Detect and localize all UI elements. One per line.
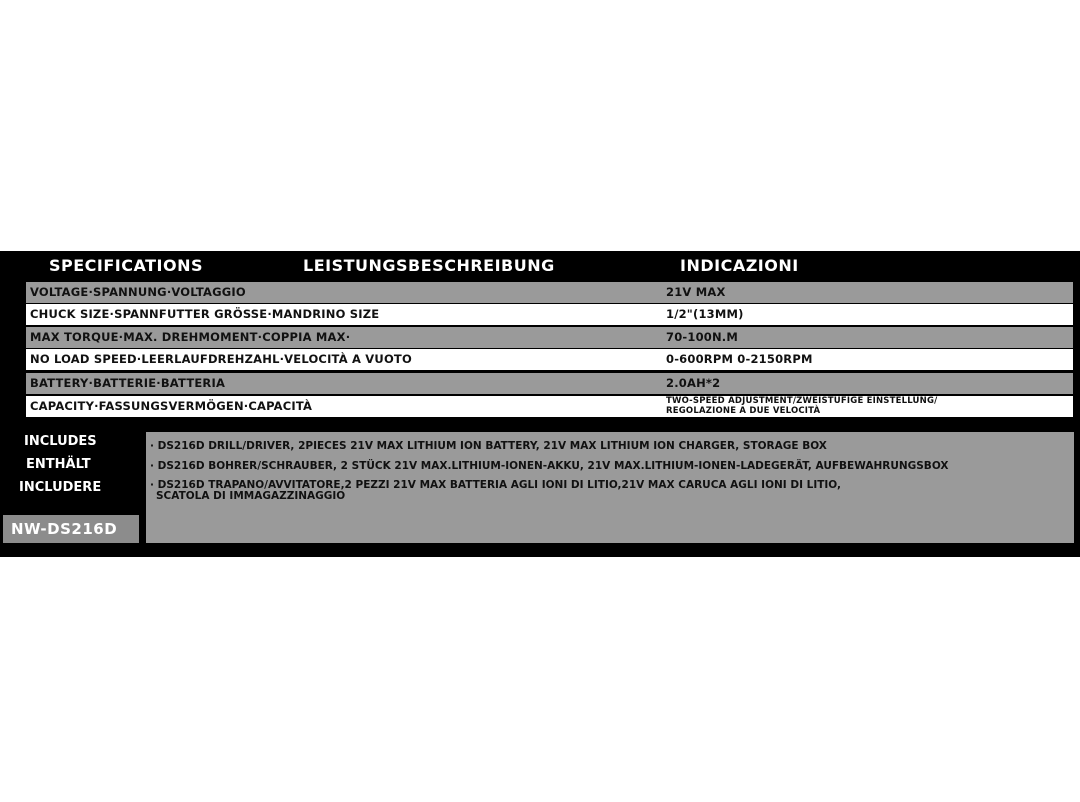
spec-row-no-load-speed <box>26 349 1073 370</box>
spec-value: 70-100N.M <box>666 330 739 344</box>
spec-label: NO LOAD SPEED·LEERLAUFDREHZAHL·VELOCITÀ A VUOTO <box>30 352 412 366</box>
spec-row-battery <box>26 373 1073 394</box>
model-number: NW-DS216D <box>11 520 118 538</box>
includes-item-it-continued: SCATOLA DI IMMAGAZZINAGGIO <box>156 490 346 502</box>
spec-label: CHUCK SIZE·SPANNFUTTER GRÖSSE·MANDRINO SIZE <box>30 307 380 321</box>
model-badge <box>3 515 139 543</box>
spec-value <box>666 396 937 416</box>
spec-value: 2.0AH*2 <box>666 376 721 390</box>
includes-item-en: · DS216D DRILL/DRIVER, 2PIECES 21V MAX LITHIUM ION BATTERY, 21V MAX LITHIUM ION CHARGER, STORAGE BOX <box>150 440 827 452</box>
spec-row-capacity <box>26 396 1073 417</box>
spec-label: BATTERY·BATTERIE·BATTERIA <box>30 376 226 390</box>
includes-item-it: · DS216D TRAPANO/AVVITATORE,2 PEZZI 21V MAX BATTERIA AGLI IONI DI LITIO,21V MAX CARUCA AGLI IONI DI LITIO, <box>150 479 841 491</box>
includes-list <box>146 432 1074 543</box>
spec-panel <box>0 251 1080 557</box>
spec-value-line-1: TWO-SPEED ADJUSTMENT/ZWEISTUFIGE EINSTELLUNG/ <box>666 396 938 406</box>
spec-label: CAPACITY·FASSUNGSVERMÖGEN·CAPACITÀ <box>30 399 313 413</box>
header-leistungsbeschreibung: LEISTUNGSBESCHREIBUNG <box>303 256 555 275</box>
includes-label-it: INCLUDERE <box>19 480 102 495</box>
spec-value: 0-600RPM 0-2150RPM <box>666 352 813 366</box>
spec-value: 21V MAX <box>666 285 726 299</box>
spec-row-chuck-size <box>26 304 1073 325</box>
spec-label: MAX TORQUE·MAX. DREHMOMENT·COPPIA MAX· <box>30 330 351 344</box>
header-indicazioni: INDICAZIONI <box>680 256 799 275</box>
header-specifications: SPECIFICATIONS <box>49 256 204 275</box>
spec-row-voltage <box>26 282 1073 303</box>
spec-row-max-torque <box>26 327 1073 348</box>
spec-label: VOLTAGE·SPANNUNG·VOLTAGGIO <box>30 285 246 299</box>
includes-label-de: ENTHÄLT <box>26 457 91 472</box>
spec-value-line-2: REGOLAZIONE A DUE VELOCITÀ <box>666 406 821 416</box>
spec-header <box>0 251 1080 281</box>
includes-item-de: · DS216D BOHRER/SCHRAUBER, 2 STÜCK 21V MAX.LITHIUM-IONEN-AKKU, 21V MAX.LITHIUM-IONEN-LADEGERÄT, AUFBEWAHRUNGSBOX <box>150 460 949 472</box>
includes-label-en: INCLUDES <box>24 434 97 449</box>
spec-value: 1/2"(13MM) <box>666 307 744 321</box>
